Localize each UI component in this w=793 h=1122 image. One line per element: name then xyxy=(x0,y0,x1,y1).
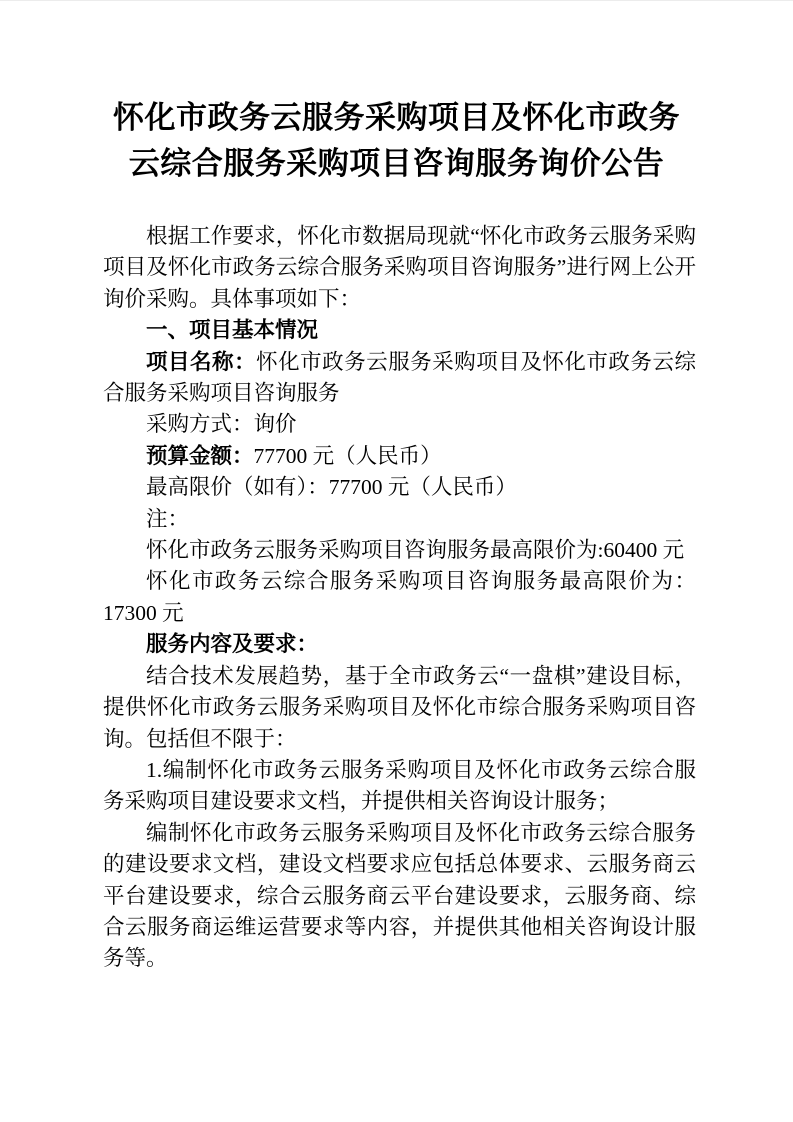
bold-label-run: 服务内容及要求： xyxy=(146,632,319,657)
paragraph xyxy=(103,661,696,755)
bold-label-run: 一、项目基本情况 xyxy=(146,318,319,343)
section-heading xyxy=(103,629,696,660)
section-heading xyxy=(103,315,696,346)
document-title xyxy=(0,1,793,187)
text-run: 注： xyxy=(146,506,190,531)
paragraph xyxy=(103,755,696,818)
paragraph xyxy=(103,535,696,566)
document-title-line1: 怀化市政务云服务采购项目及怀化市政务 xyxy=(113,100,680,135)
text-run: 结合技术发展趋势，基于全市政务云“一盘棋”建设目标，提供怀化市政务云服务采购项目及怀化市综合服务采购项目咨询。包括但不限于： xyxy=(103,663,696,751)
paragraph xyxy=(103,566,696,629)
text-run: 77700 元（人民币） xyxy=(253,443,442,468)
paragraph xyxy=(103,347,696,410)
text-run: 怀化市政务云服务采购项目咨询服务最高限价为:60400 元 xyxy=(146,538,685,563)
text-run: 根据工作要求，怀化市数据局现就“怀化市政务云服务采购项目及怀化市政务云综合服务采购项目咨询服务”进行网上公开询价采购。具体事项如下： xyxy=(103,224,696,311)
text-run: 采购方式：询价 xyxy=(146,412,297,437)
text-run: 怀化市政务云综合服务采购项目咨询服务最高限价为：17300 元 xyxy=(103,569,696,625)
paragraph xyxy=(103,441,696,472)
document-title-line2: 云综合服务采购项目咨询服务询价公告 xyxy=(128,146,665,181)
paragraph xyxy=(103,504,696,535)
document-paragraphs xyxy=(0,221,793,975)
text-run: 怀化市政务云服务采购项目及怀化市政务云综合服务采购项目咨询服务 xyxy=(103,349,696,406)
bold-label-run: 项目名称： xyxy=(146,349,257,374)
text-run: 1.编制怀化市政务云服务采购项目及怀化市政务云综合服务采购项目建设要求文档，并提供相关咨询设计服务； xyxy=(103,757,696,814)
paragraph xyxy=(103,409,696,440)
text-run: 最高限价（如有）：77700 元（人民币） xyxy=(146,475,517,500)
paragraph xyxy=(103,818,696,975)
bold-label-run: 预算金额： xyxy=(146,443,254,468)
paragraph xyxy=(103,221,696,315)
text-run: 编制怀化市政务云服务采购项目及怀化市政务云综合服务的建设要求文档，建设文档要求应包括总体要求、云服务商云平台建设要求，综合云服务商云平台建设要求，云服务商、综合云服务商运维运营要求等内容，并提供其他相关咨询设计服务等。 xyxy=(103,820,696,971)
paragraph xyxy=(103,472,696,503)
